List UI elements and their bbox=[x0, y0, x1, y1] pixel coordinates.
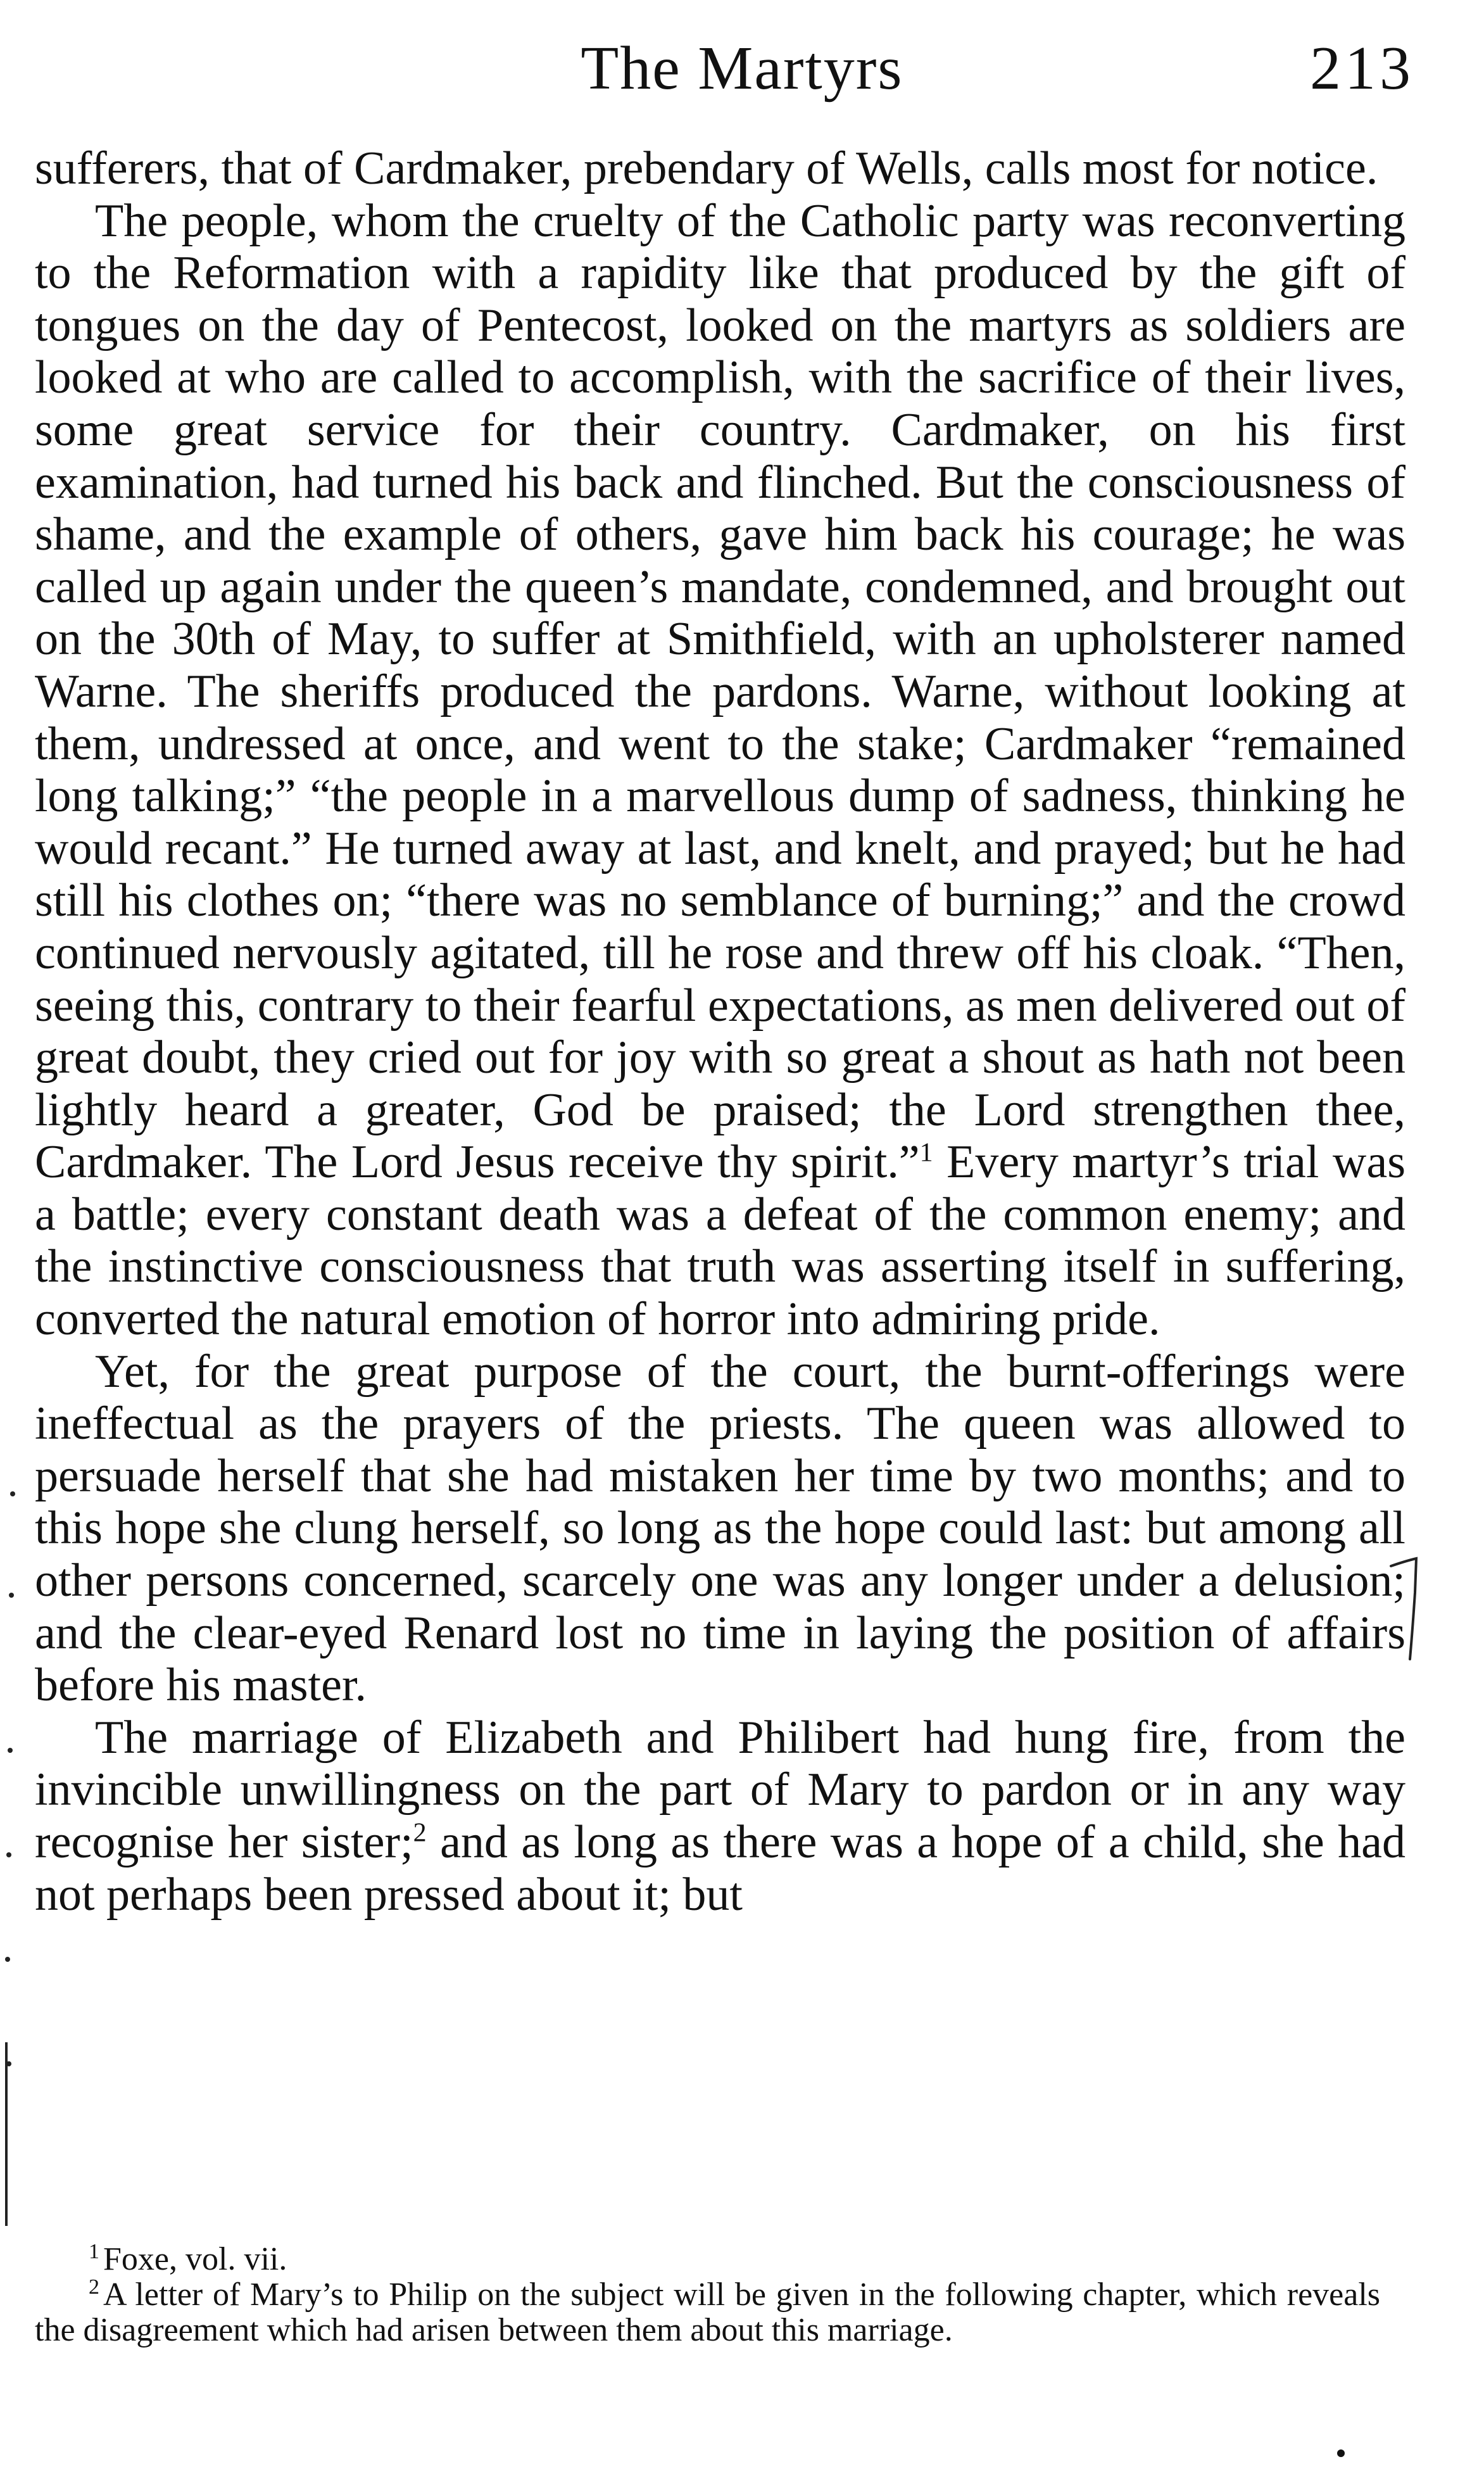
paragraph-text: The marriage of Elizabeth and Philibert had hung fire, from the invincible unwillingness on the part of Mary to pardon or in any way recognise her sister; bbox=[35, 1711, 1405, 1868]
footnote-reference: 2 bbox=[413, 1818, 427, 1848]
body-text bbox=[35, 142, 1405, 1921]
paragraph-text: Yet, for the great purpose of the court, the burnt-offerings were ineffectual as the prayers of the priests. The queen was allowed to persuade herself that she had mistaken her time by two months; and to this hope she clung herself, so long as the hope could last: but among all other persons concerned, scarcely one was any longer under a delusion; and the clear-eyed Renard lost no time in laying the position of affairs before his master. bbox=[35, 1345, 1405, 1712]
margin-dot bbox=[9, 1593, 14, 1598]
paragraph-text: sufferers, that of Cardmaker, prebendary of Wells, calls most for notice. bbox=[35, 142, 1378, 194]
margin-dot bbox=[6, 1852, 11, 1857]
footnote-1 bbox=[35, 2239, 1380, 2277]
running-title: The Martyrs bbox=[581, 34, 903, 103]
stray-ink-dot bbox=[1337, 2449, 1345, 2457]
page-header bbox=[0, 30, 1484, 113]
footnote-mark: 2 bbox=[89, 2275, 99, 2299]
margin-dot bbox=[10, 1491, 15, 1496]
paragraph-cardmaker bbox=[35, 195, 1405, 1346]
page-number: 213 bbox=[1310, 34, 1414, 103]
paragraph-text: The people, whom the cruelty of the Catholic party was reconverting to the Reformation with a rapidity like that produced by the gift of tongues on the day of Pentecost, looked on the martyrs as soldiers are looked at who are called to accomplish, with the sacrifice of their lives, some great service for their country. Cardmaker, on his first examination, had turned his back and flinched. But the consciousness of shame, and the example of others, gave him back his courage; he was called up again under the queen’s mandate, condemned, and brought out on the 30th of May, to suffer at Smithfield, with an upholsterer named Warne. The sheriffs produced the pardons. Warne, without looking at them, undressed at once, and went to the stake; Cardmaker “remained long talking;” “the people in a marvellous dump of sadness, thinking he would recant.” He turned away at last, and knelt, and prayed; but he had still his clothes on; “there was no semblance of burning;” and the crowd continued nervously agitated, till he rose and threw off his cloak. “Then, seeing this, contrary to their fearful expectations, as men delivered out of great doubt, they cried out for joy with so great a shout as hath not been lightly heard a greater, God be praised; the Lord strengthen thee, Cardmaker. The Lord Jesus receive thy spirit.” bbox=[35, 194, 1405, 1189]
paragraph-text: and as long as there was a hope of a child, she had not perhaps been pressed about it; but bbox=[35, 1816, 1405, 1921]
margin-dot bbox=[8, 1748, 13, 1753]
footnote-text: A letter of Mary’s to Philip on the subject will be given in the following chapter, which reveals the disagreement which had arisen between them about this marriage. bbox=[35, 2277, 1380, 2348]
margin-dot bbox=[6, 2061, 11, 2066]
footnote-text: Foxe, vol. vii. bbox=[103, 2241, 287, 2277]
handwritten-bracket-mark bbox=[1390, 1555, 1421, 1662]
footnote-2 bbox=[35, 2277, 1380, 2348]
margin-dot bbox=[5, 1957, 10, 1962]
footnote-mark: 1 bbox=[89, 2239, 99, 2263]
paragraph-court bbox=[35, 1346, 1405, 1712]
footnotes bbox=[35, 2239, 1380, 2348]
footnote-reference: 1 bbox=[919, 1138, 933, 1168]
paragraph-marriage bbox=[35, 1712, 1405, 1921]
paragraph-continued bbox=[35, 142, 1405, 195]
paragraph-text: Every martyr’s trial was a battle; every constant death was a defeat of the common enemy; and the instinctive consciousness that truth was asserting itself in suffering, converted the natural emotion of horror into admiring pride. bbox=[35, 1136, 1405, 1346]
handwritten-margin-line bbox=[5, 2042, 8, 2226]
